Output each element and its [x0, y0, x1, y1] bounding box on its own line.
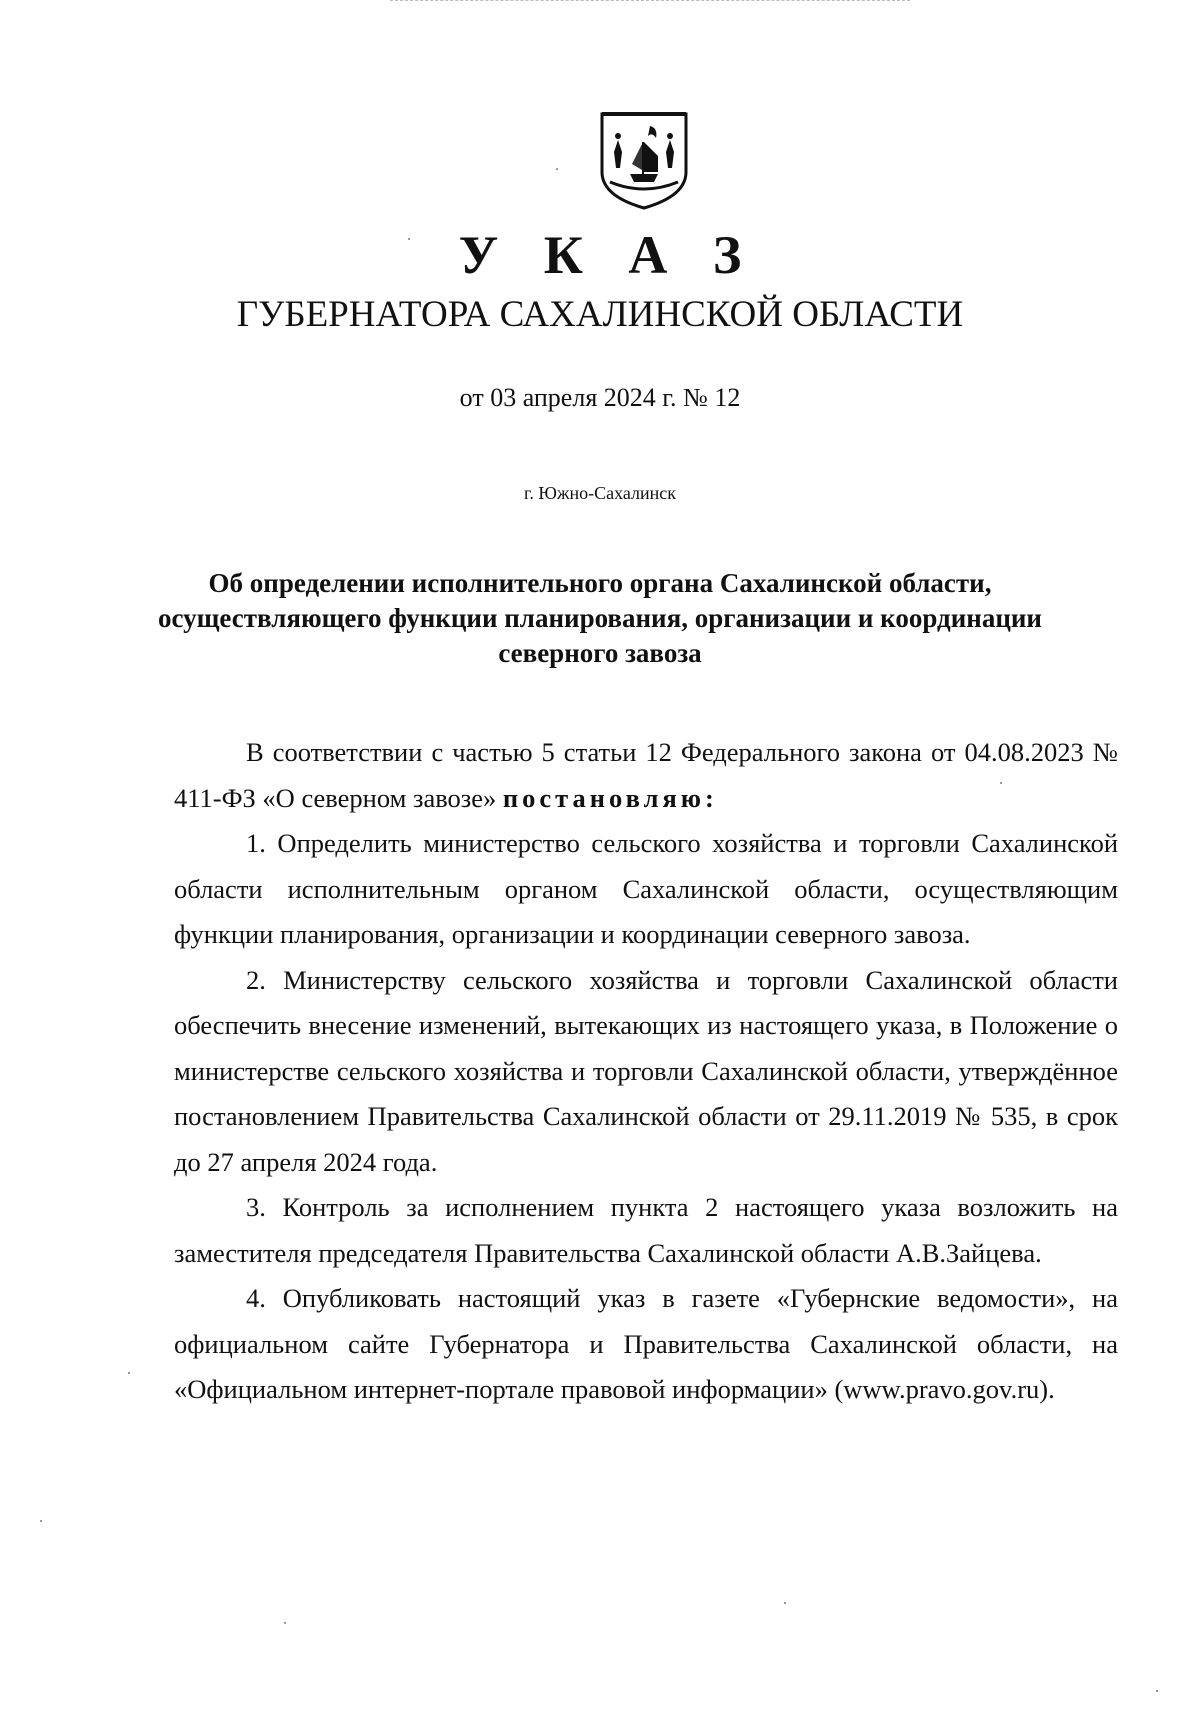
issuer-subtitle: ГУБЕРНАТОРА САХАЛИНСКОЙ ОБЛАСТИ: [236, 294, 964, 335]
scan-speck: [408, 238, 410, 240]
sakhalin-coat-of-arms-icon: [600, 112, 688, 210]
scan-speck: [1156, 1690, 1158, 1692]
decree-keyword: постановляю:: [502, 782, 718, 813]
decree-date-number: от 03 апреля 2024 г. № 12: [459, 383, 741, 412]
preamble-paragraph: [174, 730, 1118, 821]
issuing-city: г. Южно-Сахалинск: [523, 483, 677, 503]
decree-item-3: 3. Контроль за исполнением пункта 2 настоящего указа возложить на заместителя председателя Правительства Сахалинской области А.В.Зайцева.: [174, 1192, 1118, 1268]
scan-speck: [1000, 782, 1002, 784]
scan-speck: [784, 1602, 786, 1604]
top-scan-edge: [390, 0, 910, 1]
decree-item-2: 2. Министерству сельского хозяйства и торговли Сахалинской области обеспечить внесение изменений, вытекающих из настоящего указа, в Положение о министерстве сельского хозяйства и торговли Сахалинской области, утверждённое постановлением Правительства Сахалинской области от 29.11.2019 № 535, в срок до 27 апреля 2024 года.: [174, 964, 1118, 1177]
scan-speck: [556, 168, 558, 170]
scan-speck: [284, 1622, 286, 1624]
page-title: У К А З: [458, 225, 758, 285]
decree-subject-heading: Об определении исполнительного органа Сахалинской области, осуществляющего функции планирования, организации и координации северного завоза: [158, 568, 1042, 668]
scan-speck: [40, 1520, 42, 1522]
decree-item-4: 4. Опубликовать настоящий указ в газете «Губернские ведомости», на официальном сайте Губернатора и Правительства Сахалинской области, на «Официальном интернет-портале правовой информации» (www.pravo.gov.ru).: [174, 1283, 1118, 1404]
preamble-text: В соответствии с частью 5 статьи 12 Федерального закона от 04.08.2023 № 411-ФЗ «О северном завозе»: [174, 737, 1118, 813]
decree-item-1: 1. Определить министерство сельского хозяйства и торговли Сахалинской области исполнительным органом Сахалинской области, осуществляющим функции планирования, организации и координации северного завоза.: [174, 828, 1118, 949]
decree-body: [174, 730, 1118, 1413]
scan-speck: [128, 1372, 130, 1374]
